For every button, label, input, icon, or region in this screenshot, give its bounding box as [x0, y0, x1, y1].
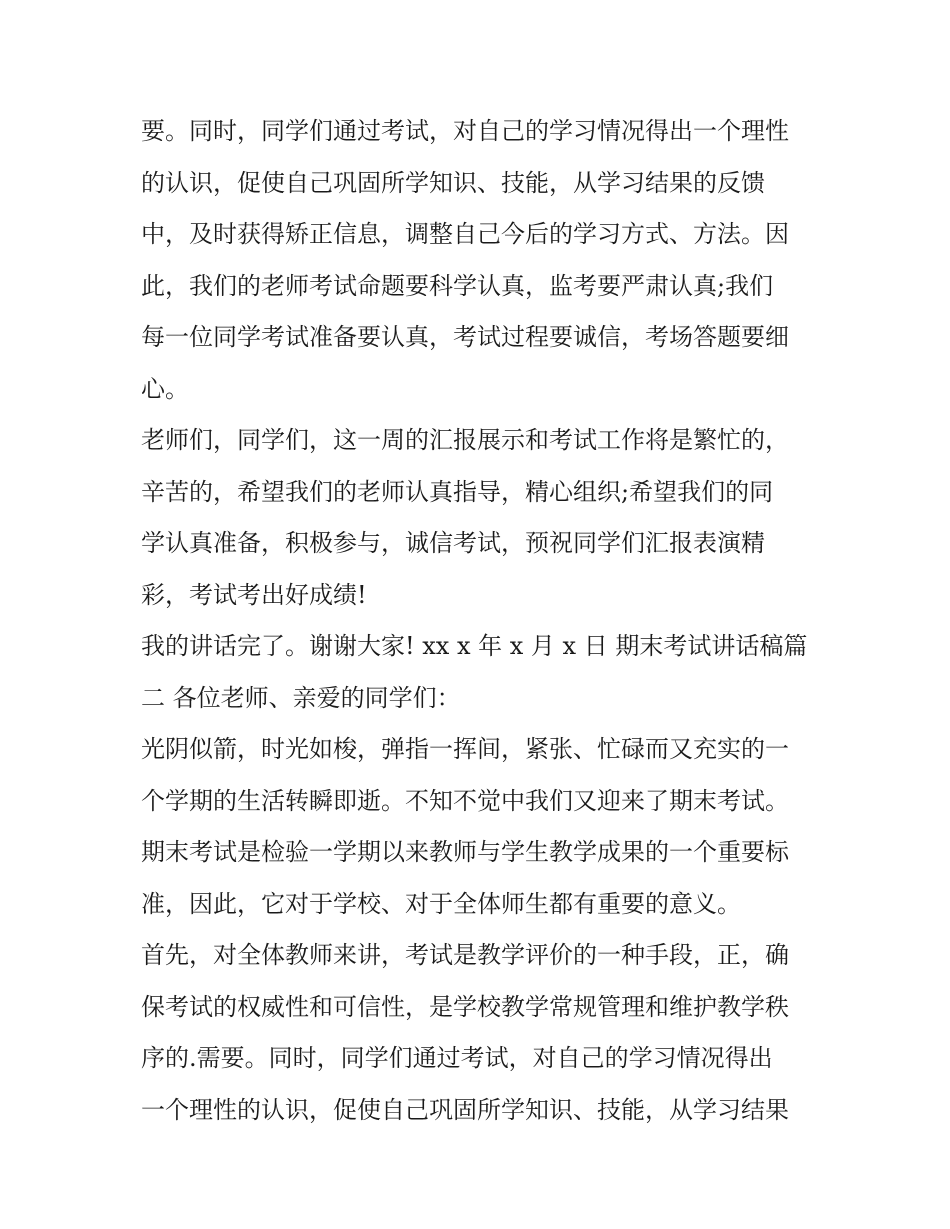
text-line: 学认真准备，积极参与，诚信考试，预祝同学们汇报表演精: [141, 529, 765, 557]
text-line: 准，因此，它对于学校、对于全体师生都有重要的意义。: [141, 889, 741, 918]
text-line: 老师们，同学们，这一周的汇报展示和考试工作将是繁忙的，: [141, 426, 789, 454]
text-line: 此，我们的老师考试命题要科学认真，监考要严肃认真;我们: [141, 271, 774, 300]
text-line: 我的讲话完了。谢谢大家! xx x 年 x 月 x 日 期末考试讲话稿篇: [141, 632, 808, 660]
text-line: 心。: [141, 374, 189, 403]
text-line: 每一位同学考试准备要认真，考试过程要诚信，考场答题要细: [141, 323, 789, 351]
text-line: 保考试的权威性和可信性，是学校教学常规管理和维护教学秩: [141, 992, 789, 1021]
text-line: 中，及时获得矫正信息，调整自己今后的学习方式、方法。因: [141, 220, 789, 248]
text-line: 辛苦的，希望我们的老师认真指导，精心组织;希望我们的同: [141, 477, 774, 506]
text-line: 序的.需要。同时，同学们通过考试，对自己的学习情况得出: [141, 1044, 773, 1072]
text-line: 个学期的生活转瞬即逝。不知不觉中我们又迎来了期末考试。: [141, 786, 789, 815]
text-line: 光阴似箭，时光如梭，弹指一挥间，紧张、忙碌而又充实的一: [141, 735, 789, 763]
text-line: 彩，考试考出好成绩!: [141, 580, 367, 609]
body-text: [141, 106, 821, 1136]
text-line: 期末考试是检验一学期以来教师与学生教学成果的一个重要标: [141, 838, 789, 866]
text-line: 首先，对全体教师来讲，考试是教学评价的一种手段，正，确: [141, 941, 789, 969]
text-line: 要。同时，同学们通过考试，对自己的学习情况得出一个理性: [141, 117, 789, 145]
text-line: 的认识，促使自己巩固所学知识、技能，从学习结果的反馈: [141, 168, 765, 197]
text-line: 二 各位老师、亲爱的同学们：: [141, 683, 461, 712]
text-line: 一个理性的认识，促使自己巩固所学知识、技能，从学习结果: [141, 1095, 789, 1124]
